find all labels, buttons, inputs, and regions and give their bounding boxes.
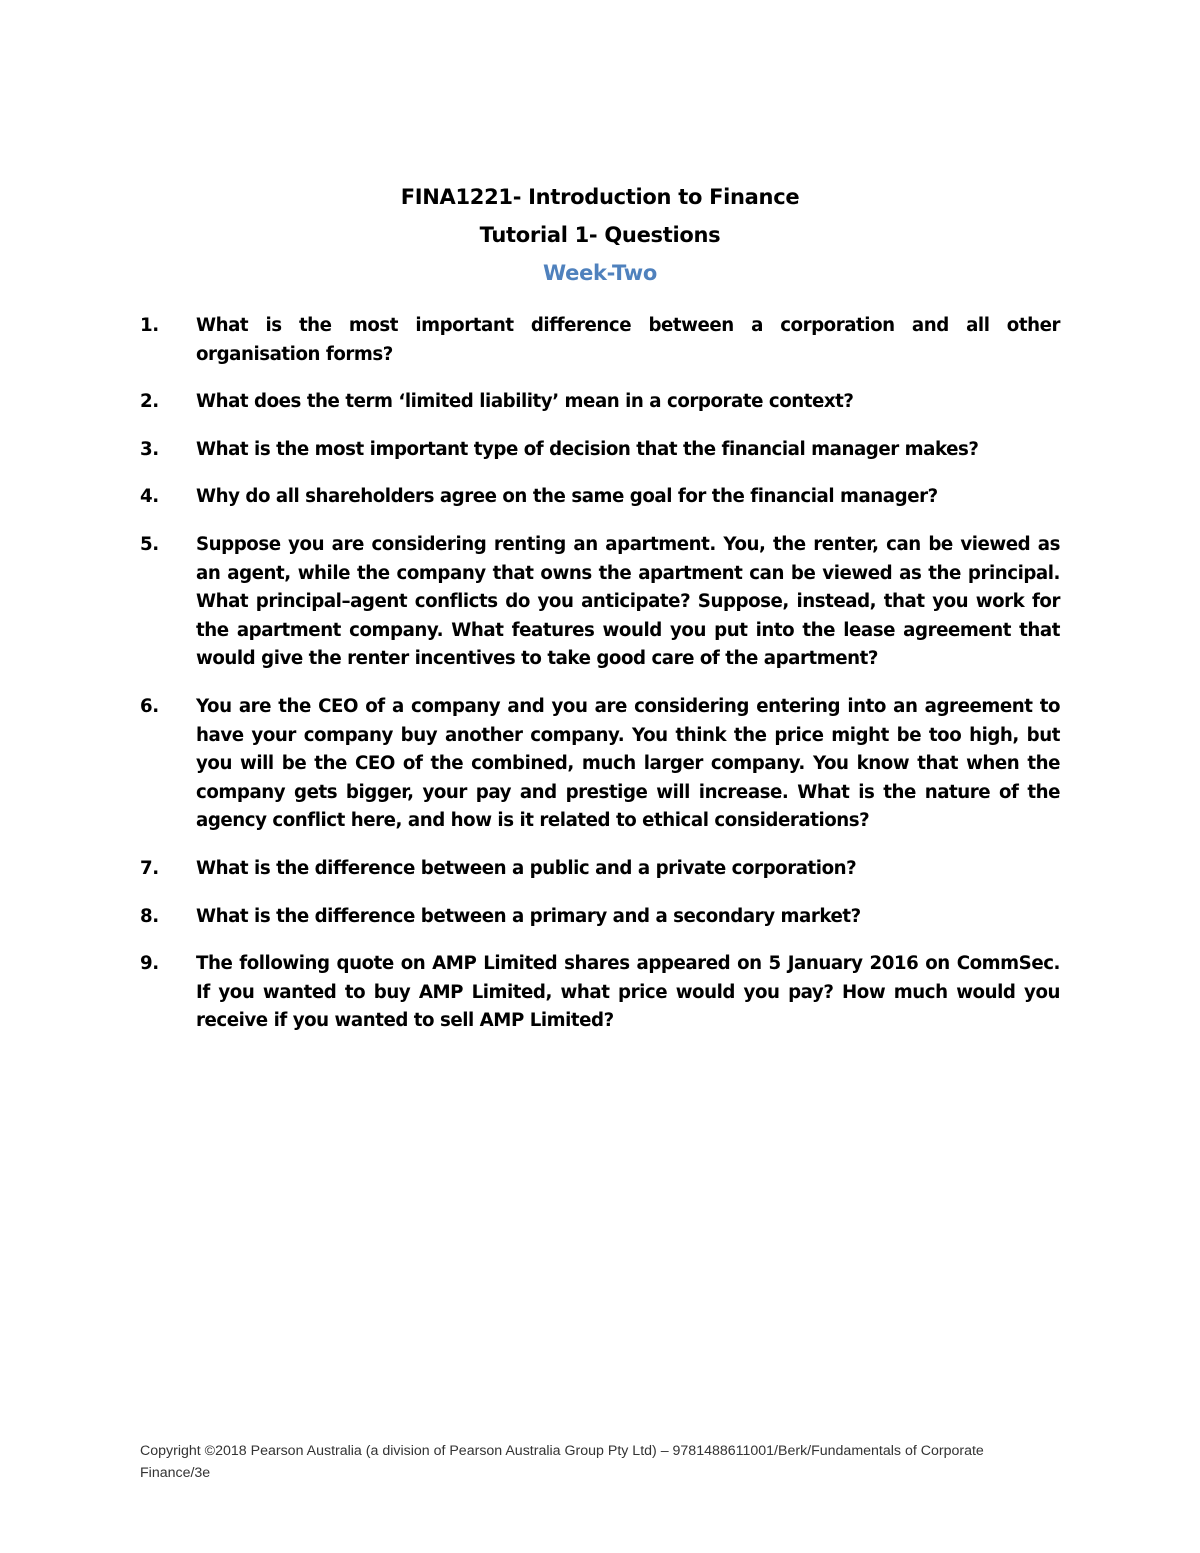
question-number: 2. (140, 391, 159, 413)
question-item (140, 950, 1060, 1036)
question-text: You are the CEO of a company and you are considering entering into an agreement to have your company buy another company. You think the price might be too high, but you will be the CEO of the combined, much larger company. You know that when the company gets bigger, your pay and prestige will increase. What is the nature of the agency conflict here, and how is it related to ethical considerations? (196, 695, 1060, 832)
question-text: Suppose you are considering renting an apartment. You, the renter, can be viewed as an agent, while the company that owns the apartment can be viewed as the principal. What principal–agent conflicts do you anticipate? Suppose, instead, that you work for the apartment company. What features would you put into the lease agreement that would give the renter incentives to take good care of the apartment? (196, 533, 1060, 670)
question-text: The following quote on AMP Limited shares appeared on 5 January 2016 on CommSec. If you wanted to buy AMP Limited, what price would you pay? How much would you receive if you wanted to sell AMP Limited? (196, 953, 1060, 1032)
question-item (140, 312, 1060, 369)
question-item (140, 855, 1060, 884)
question-item (140, 388, 1060, 417)
question-item (140, 483, 1060, 512)
question-number: 6. (140, 695, 159, 717)
question-item (140, 693, 1060, 836)
tutorial-title: Tutorial 1- Questions (479, 223, 721, 247)
question-number: 5. (140, 533, 159, 555)
document-header (0, 178, 1200, 292)
question-number: 3. (140, 438, 159, 460)
question-item (140, 436, 1060, 465)
question-number: 8. (140, 905, 159, 927)
question-number: 9. (140, 953, 159, 975)
question-list (140, 312, 1060, 1055)
question-text: What is the difference between a primary and a secondary market? (196, 905, 861, 927)
question-text: What is the most important difference between a corporation and all other organisation forms? (196, 315, 1060, 365)
question-text: What is the difference between a public and a private corporation? (196, 857, 857, 879)
question-item (140, 531, 1060, 674)
question-item (140, 903, 1060, 932)
question-number: 1. (140, 315, 159, 336)
week-heading: Week-Two (543, 261, 657, 285)
question-text: What is the most important type of decision that the financial manager makes? (196, 438, 979, 460)
question-number: 4. (140, 486, 159, 508)
copyright-footer: Copyright ©2018 Pearson Australia (a division of Pearson Australia Group Pty Ltd) – 9781488611001/Berk/Fundamentals of Corporate Finance/3e (140, 1443, 984, 1481)
question-text: Why do all shareholders agree on the same goal for the financial manager? (196, 486, 938, 508)
question-text: What does the term ‘limited liability’ mean in a corporate context? (196, 391, 854, 413)
question-number: 7. (140, 857, 159, 879)
course-title: FINA1221- Introduction to Finance (400, 185, 800, 209)
